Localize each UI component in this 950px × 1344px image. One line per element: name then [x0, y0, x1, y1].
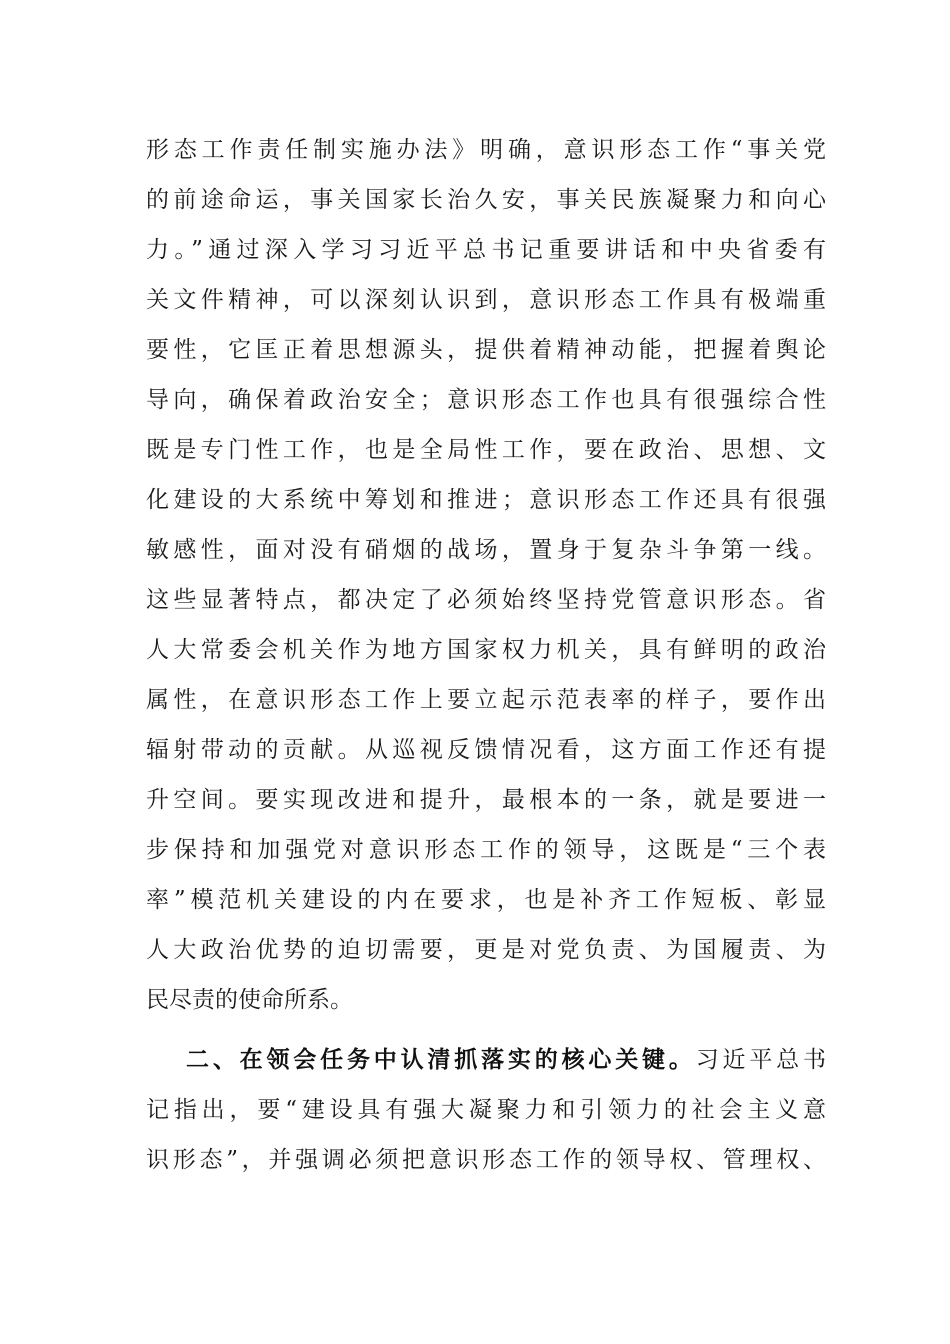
paragraph-1-line-17: 人大政治优势的迫切需要，更是对党负责、为国履责、为 — [146, 937, 826, 963]
section-heading-continuation: 习近平总书 — [695, 1047, 827, 1073]
paragraph-1-line-11: 人大常委会机关作为地方国家权力机关，具有鲜明的政治 — [146, 637, 826, 663]
paragraph-1-line-8: 化建设的大系统中筹划和推进；意识形态工作还具有很强 — [146, 487, 826, 513]
paragraph-1-line-5: 要性，它匡正着思想源头，提供着精神动能，把握着舆论 — [146, 337, 826, 363]
paragraph-1-line-3: 力。”通过深入学习习近平总书记重要讲话和中央省委有 — [146, 237, 826, 263]
paragraph-1-line-9: 敏感性，面对没有硝烟的战场，置身于复杂斗争第一线。 — [146, 537, 826, 563]
paragraph-1-line-2: 的前途命运，事关国家长治久安，事关民族凝聚力和向心 — [146, 187, 826, 213]
paragraph-1-line-10: 这些显著特点，都决定了必须始终坚持党管意识形态。省 — [146, 587, 826, 613]
paragraph-2-line-3: 识形态”，并强调必须把意识形态工作的领导权、管理权、 — [146, 1147, 826, 1173]
paragraph-1-line-12: 属性，在意识形态工作上要立起示范表率的样子，要作出 — [146, 687, 826, 713]
section-heading: 二、在领会任务中认清抓落实的核心关键。 — [186, 1047, 696, 1073]
paragraph-1-line-1: 形态工作责任制实施办法》明确，意识形态工作“事关党 — [146, 137, 826, 163]
paragraph-1-line-13: 辐射带动的贡献。从巡视反馈情况看，这方面工作还有提 — [146, 737, 826, 763]
paragraph-1-line-6: 导向，确保着政治安全；意识形态工作也具有很强综合性 — [146, 387, 826, 413]
paragraph-2-line-2: 记指出，要“建设具有强大凝聚力和引领力的社会主义意 — [146, 1097, 826, 1123]
paragraph-1-line-7: 既是专门性工作，也是全局性工作，要在政治、思想、文 — [146, 437, 826, 463]
paragraph-1-line-16: 率”模范机关建设的内在要求，也是补齐工作短板、彰显 — [146, 887, 826, 913]
paragraph-1-line-18: 民尽责的使命所系。 — [146, 987, 353, 1013]
paragraph-1-line-4: 关文件精神，可以深刻认识到，意识形态工作具有极端重 — [146, 287, 826, 313]
paragraph-2-line-1 — [186, 1035, 826, 1085]
paragraph-1-line-15: 步保持和加强党对意识形态工作的领导，这既是“三个表 — [146, 837, 826, 863]
paragraph-1-line-14: 升空间。要实现改进和提升，最根本的一条，就是要进一 — [146, 787, 826, 813]
